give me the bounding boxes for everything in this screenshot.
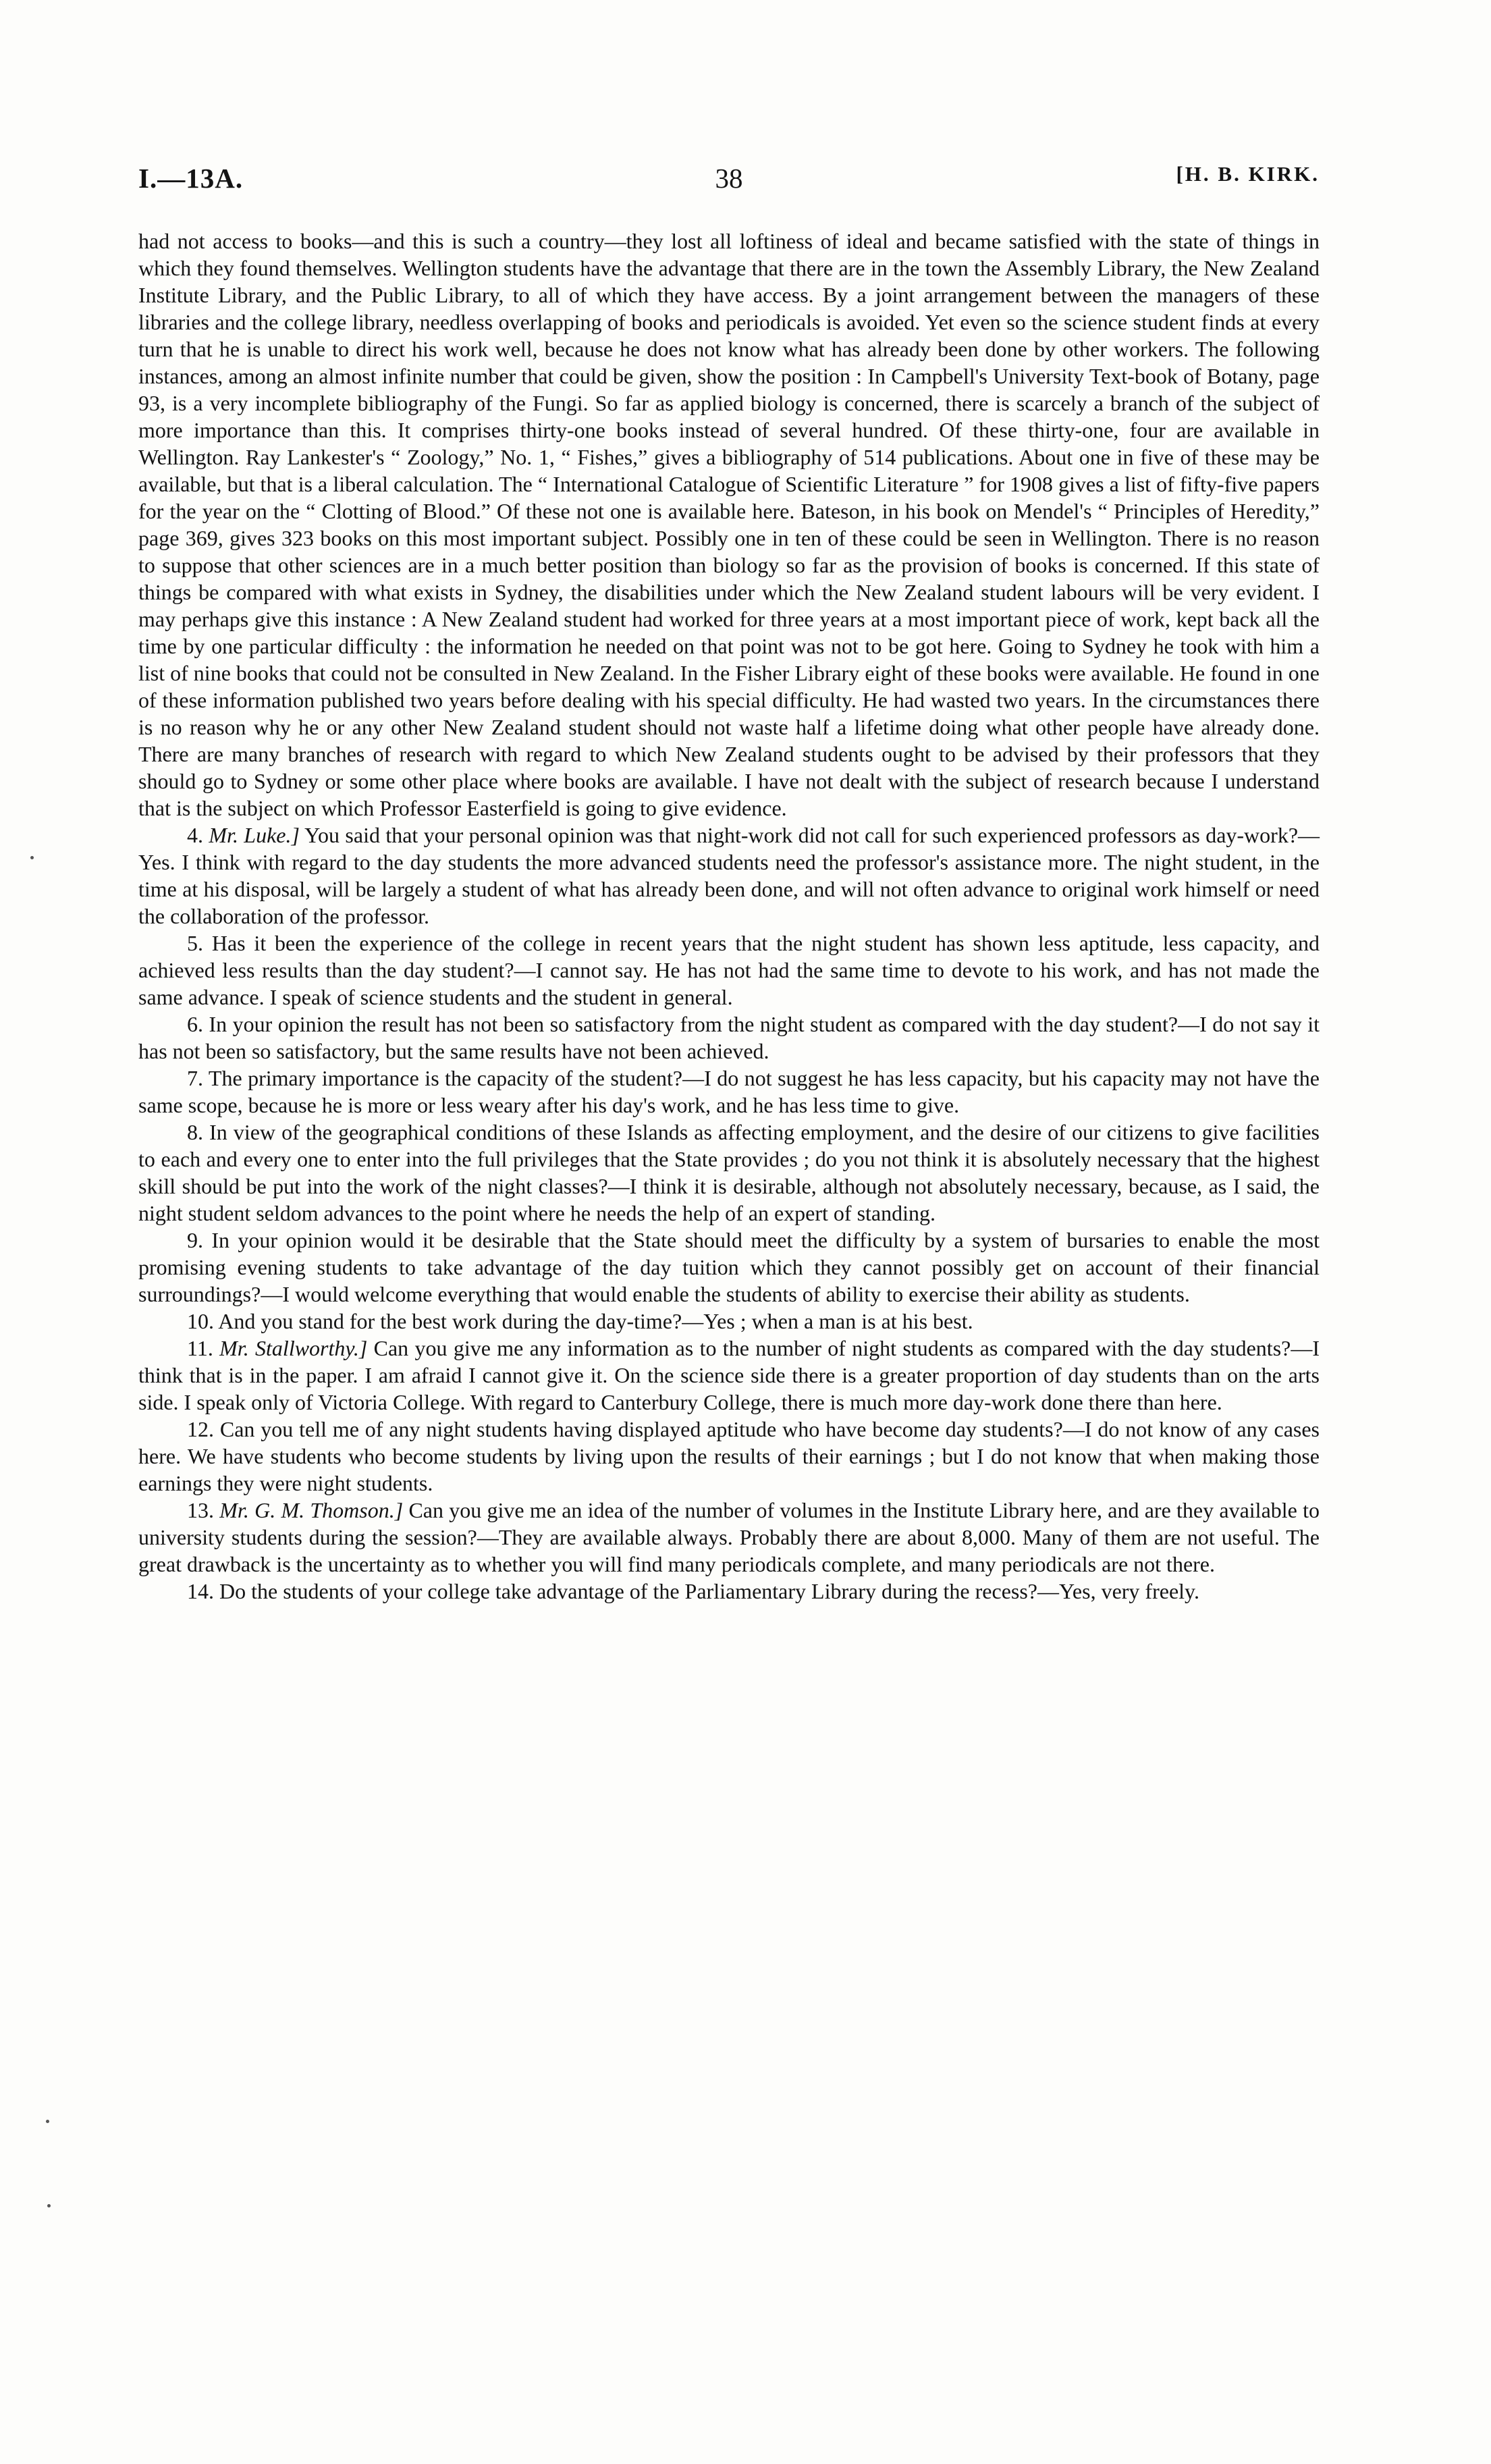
question-text: In your opinion the result has not been so satisfactory from the night student as compared with the day student?—I do not say it has not been so satisfactory, but the same results have not been achieved. <box>138 1012 1320 1063</box>
question-4 <box>138 822 1320 930</box>
question-number: 11. <box>187 1336 213 1360</box>
question-text: In view of the geographical conditions of these Islands as affecting employment, and the desire of our citizens to give facilities to each and every one to enter into the full privileges that the State provides ; do you not think it is absolutely necessary that the highest skill should be put into the work of the night classes?—I think it is desirable, although not absolutely necessary, because, as I said, the night student seldom advances to the point where he needs the help of an expert of standing. <box>138 1120 1320 1225</box>
opening-paragraph: had not access to books—and this is such a country—they lost all loftiness of ideal and became satisfied with the state of things in which they found themselves. Wellington students have the advantage that there are in the town the Assembly Library, the New Zealand Institute Library, and the Public Library, to all of which they have access. By a joint arrangement between the managers of these libraries and the college library, needless overlapping of books and periodicals is avoided. Yet even so the science student finds at every turn that he is unable to direct his work well, because he does not know what has already been done by other workers. The following instances, among an almost infinite number that could be given, show the position : In Campbell's University Text-book of Botany, page 93, is a very incomplete bibliography of the Fungi. So far as applied biology is concerned, there is scarcely a branch of the subject of more importance than this. It comprises thirty-one books instead of several hundred. Of these thirty-one, four are available in Wellington. Ray Lankester's “ Zoology,” No. 1, “ Fishes,” gives a bibliography of 514 publications. About one in five of these may be available, but that is a liberal calculation. The “ International Catalogue of Scientific Literature ” for 1908 gives a list of fifty-five papers for the year on the “ Clotting of Blood.” Of these not one is available here. Bateson, in his book on Mendel's “ Principles of Heredity,” page 369, gives 323 books on this most important subject. Possibly one in ten of these could be seen in Wellington. There is no reason to suppose that other sciences are in a much better position than biology so far as the provision of books is concerned. If this state of things be compared with what exists in Sydney, the disabilities under which the New Zealand student labours will be very evident. I may perhaps give this instance : A New Zealand student had worked for three years at a most important piece of work, kept back all the time by one particular difficulty : the information he needed on that point was not to be got here. Going to Sydney he took with him a list of nine books that could not be consulted in New Zealand. In the Fisher Library eight of these books were available. He found in one of these information published two years before dealing with his special difficulty. He had wasted two years. In the circumstances there is no reason why he or any other New Zealand student should not waste half a lifetime doing what other people have already done. There are many branches of research with regard to which New Zealand students ought to be advised by their professors that they should go to Sydney or some other place where books are available. I have not dealt with the subject of research because I understand that is the subject on which Professor Easterfield is going to give evidence. <box>138 229 1320 820</box>
question-text: The primary importance is the capacity of the student?—I do not suggest he has less capacity, but his capacity may not have the same scope, because he is more or less weary after his day's work, and he has less time to give. <box>138 1066 1320 1117</box>
question-text: You said that your personal opinion was that night-work did not call for such experienced professors as day-work?—Yes. I think with regard to the day students the more advanced students need the professor's assistance more. The night student, in the time at his disposal, will be largely a student of what has already been done, and will not often advance to original work himself or need the collaboration of the professor. <box>138 823 1320 928</box>
question-number: 9. <box>187 1228 203 1252</box>
question-text: Can you give me any information as to the number of night students as compared with the day students?—I think that is in the paper. I am afraid I cannot give it. On the science side there is a greater proportion of day students than on the arts side. I speak only of Victoria College. With regard to Canterbury College, there is much more day-work done there than here. <box>138 1336 1320 1414</box>
question-7 <box>138 1065 1320 1119</box>
margin-mark <box>47 2204 51 2207</box>
question-number: 10. <box>187 1309 214 1333</box>
question-number: 7. <box>187 1066 203 1090</box>
witness-name: [H. B. KIRK. <box>1176 162 1320 186</box>
document-reference: I.—13A. <box>138 163 244 194</box>
question-number: 8. <box>187 1120 203 1144</box>
page-header <box>138 162 1320 209</box>
question-number: 6. <box>187 1012 203 1036</box>
question-text: Do the students of your college take advantage of the Parliamentary Library during the recess?—Yes, very freely. <box>214 1579 1199 1603</box>
question-5 <box>138 930 1320 1011</box>
question-6 <box>138 1011 1320 1065</box>
speaker-name: Mr. Stallworthy.] <box>219 1336 368 1360</box>
question-11 <box>138 1335 1320 1416</box>
page-number: 38 <box>715 163 743 194</box>
question-text: In your opinion would it be desirable that the State should meet the difficulty by a system of bursaries to enable the most promising evening students to take advantage of the day tuition which they cannot possibly get on account of their financial surroundings?—I would welcome everything that would enable the students of ability to exercise their ability as students. <box>138 1228 1320 1306</box>
question-number: 12. <box>187 1417 214 1441</box>
question-text: And you stand for the best work during the day-time?—Yes ; when a man is at his best. <box>214 1309 973 1333</box>
margin-mark <box>30 856 34 859</box>
speaker-name: Mr. Luke.] <box>209 823 300 847</box>
question-number: 4. <box>187 823 203 847</box>
question-number: 5. <box>187 931 203 955</box>
question-number: 13. <box>187 1498 214 1522</box>
question-text: Has it been the experience of the college in recent years that the night student has shown less aptitude, less capacity, and achieved less results than the day student?—I cannot say. He has not had the same time to devote to his work, and has not made the same advance. I speak of science students and the student in general. <box>138 931 1320 1009</box>
margin-mark <box>46 2120 49 2123</box>
question-text: Can you give me an idea of the number of volumes in the Institute Library here, and are they available to university students during the session?—They are available always. Probably there are about 8,000. Many of them are not useful. The great drawback is the uncertainty as to whether you will find many periodicals complete, and many periodicals are not there. <box>138 1498 1320 1576</box>
question-9 <box>138 1227 1320 1308</box>
question-number: 14. <box>187 1579 214 1603</box>
speaker-name: Mr. G. M. Thomson.] <box>219 1498 404 1522</box>
question-13 <box>138 1497 1320 1578</box>
question-text: Can you tell me of any night students having displayed aptitude who have become day students?—I do not know of any cases here. We have students who become students by living upon the results of their earnings ; but I do not know that when making those earnings they were night students. <box>138 1417 1320 1495</box>
question-8 <box>138 1119 1320 1227</box>
question-14 <box>138 1578 1320 1605</box>
document-body <box>138 227 1320 1605</box>
question-10 <box>138 1308 1320 1335</box>
question-12 <box>138 1416 1320 1497</box>
